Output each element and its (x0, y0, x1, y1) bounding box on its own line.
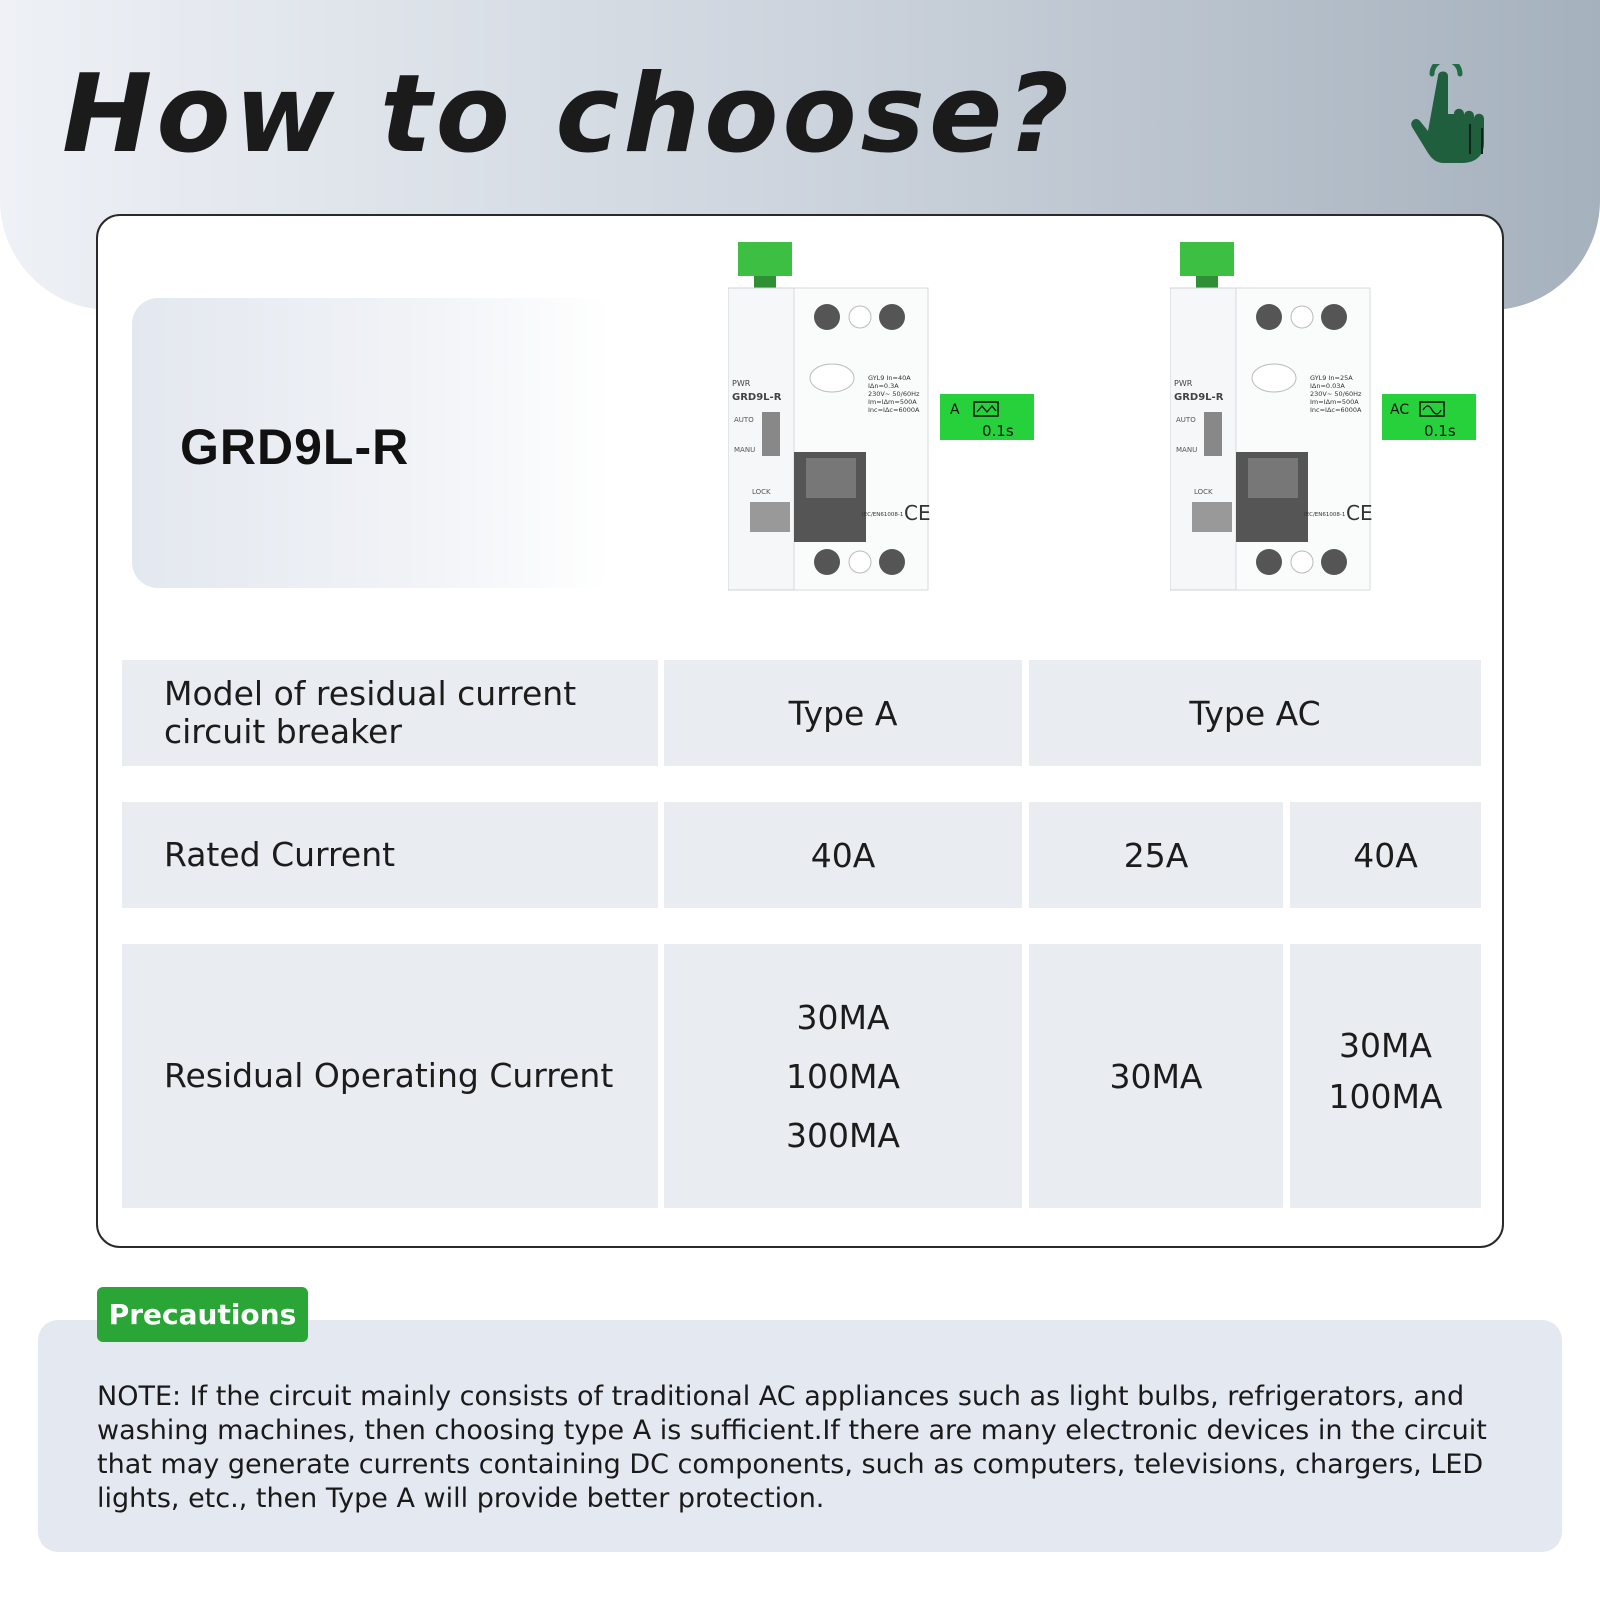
svg-text:AUTO: AUTO (1176, 416, 1196, 424)
residual-ac40-30: 30MA (1338, 1026, 1433, 1065)
type-ac-breaker-image (1170, 240, 1480, 610)
type-a-breaker-image (728, 240, 1038, 610)
row-residual-current-header: Residual Operating Current (122, 944, 658, 1208)
svg-text:LOCK: LOCK (1194, 488, 1213, 496)
row-rated-current-header: Rated Current (122, 802, 658, 908)
svg-text:IEC/EN61008-1: IEC/EN61008-1 (862, 512, 904, 518)
model-label: GRD9L-R (180, 419, 410, 475)
residual-current-ac-25 (1029, 944, 1283, 1208)
residual-ac25-30: 30MA (1109, 1056, 1203, 1096)
svg-text:0.1s: 0.1s (1424, 422, 1456, 440)
svg-text:IΔn=0.03A: IΔn=0.03A (1310, 382, 1345, 390)
svg-text:MANU: MANU (1176, 446, 1198, 454)
svg-text:LOCK: LOCK (752, 488, 771, 496)
residual-a-100: 100MA (785, 1056, 901, 1096)
svg-text:IEC/EN61008-1: IEC/EN61008-1 (1304, 512, 1346, 518)
type-ac-cell: Type AC (1029, 660, 1481, 766)
residual-current-ac-40 (1290, 944, 1481, 1208)
svg-text:Im=IΔm=500A: Im=IΔm=500A (1310, 398, 1359, 406)
residual-current-a (664, 944, 1022, 1208)
svg-text:CE: CE (904, 501, 931, 525)
precautions-badge: Precautions (97, 1287, 308, 1342)
svg-text:230V~ 50/60Hz: 230V~ 50/60Hz (868, 390, 920, 398)
rated-current-ac-25: 25A (1029, 802, 1283, 908)
page-title: How to choose? (62, 52, 1073, 177)
svg-text:GYL9 In=40A: GYL9 In=40A (868, 374, 911, 382)
svg-text:Im=IΔm=500A: Im=IΔm=500A (868, 398, 917, 406)
rated-current-a-40: 40A (664, 802, 1022, 908)
svg-text:Inc=IΔc=6000A: Inc=IΔc=6000A (1310, 406, 1362, 414)
svg-text:GYL9 In=25A: GYL9 In=25A (1310, 374, 1353, 382)
residual-a-30: 30MA (796, 997, 890, 1037)
rated-current-ac-40: 40A (1290, 802, 1481, 908)
type-a-cell: Type A (664, 660, 1022, 766)
precautions-note: NOTE: If the circuit mainly consists of traditional AC appliances such as light bulbs, refrigerators, and washing machines, then choosing type A is sufficient.If there are many electronic devices in the circuit that may generate currents containing DC components, such as computers, televisions, chargers, LED lights, etc., then Type A will provide better protection. (97, 1381, 1487, 1514)
breaker-model-text: GRD9L-R (732, 392, 782, 403)
callout-type: A (950, 402, 960, 418)
row-model-header: Model of residual current circuit breaker (122, 660, 658, 766)
hand-pointer-icon (1408, 64, 1500, 168)
svg-text:CE: CE (1346, 501, 1373, 525)
model-box (132, 298, 612, 588)
residual-ac40-100: 100MA (1328, 1077, 1443, 1116)
svg-text:MANU: MANU (734, 446, 756, 454)
svg-text:Inc=IΔc=6000A: Inc=IΔc=6000A (868, 406, 920, 414)
brand-text: PWR (732, 379, 751, 388)
residual-a-300: 300MA (785, 1115, 901, 1155)
svg-text:AC: AC (1390, 402, 1410, 418)
svg-text:GRD9L-R: GRD9L-R (1174, 392, 1224, 403)
svg-text:IΔn=0.3A: IΔn=0.3A (868, 382, 899, 390)
callout-time: 0.1s (982, 422, 1014, 440)
svg-text:PWR: PWR (1174, 379, 1193, 388)
svg-text:AUTO: AUTO (734, 416, 754, 424)
svg-text:230V~ 50/60Hz: 230V~ 50/60Hz (1310, 390, 1362, 398)
